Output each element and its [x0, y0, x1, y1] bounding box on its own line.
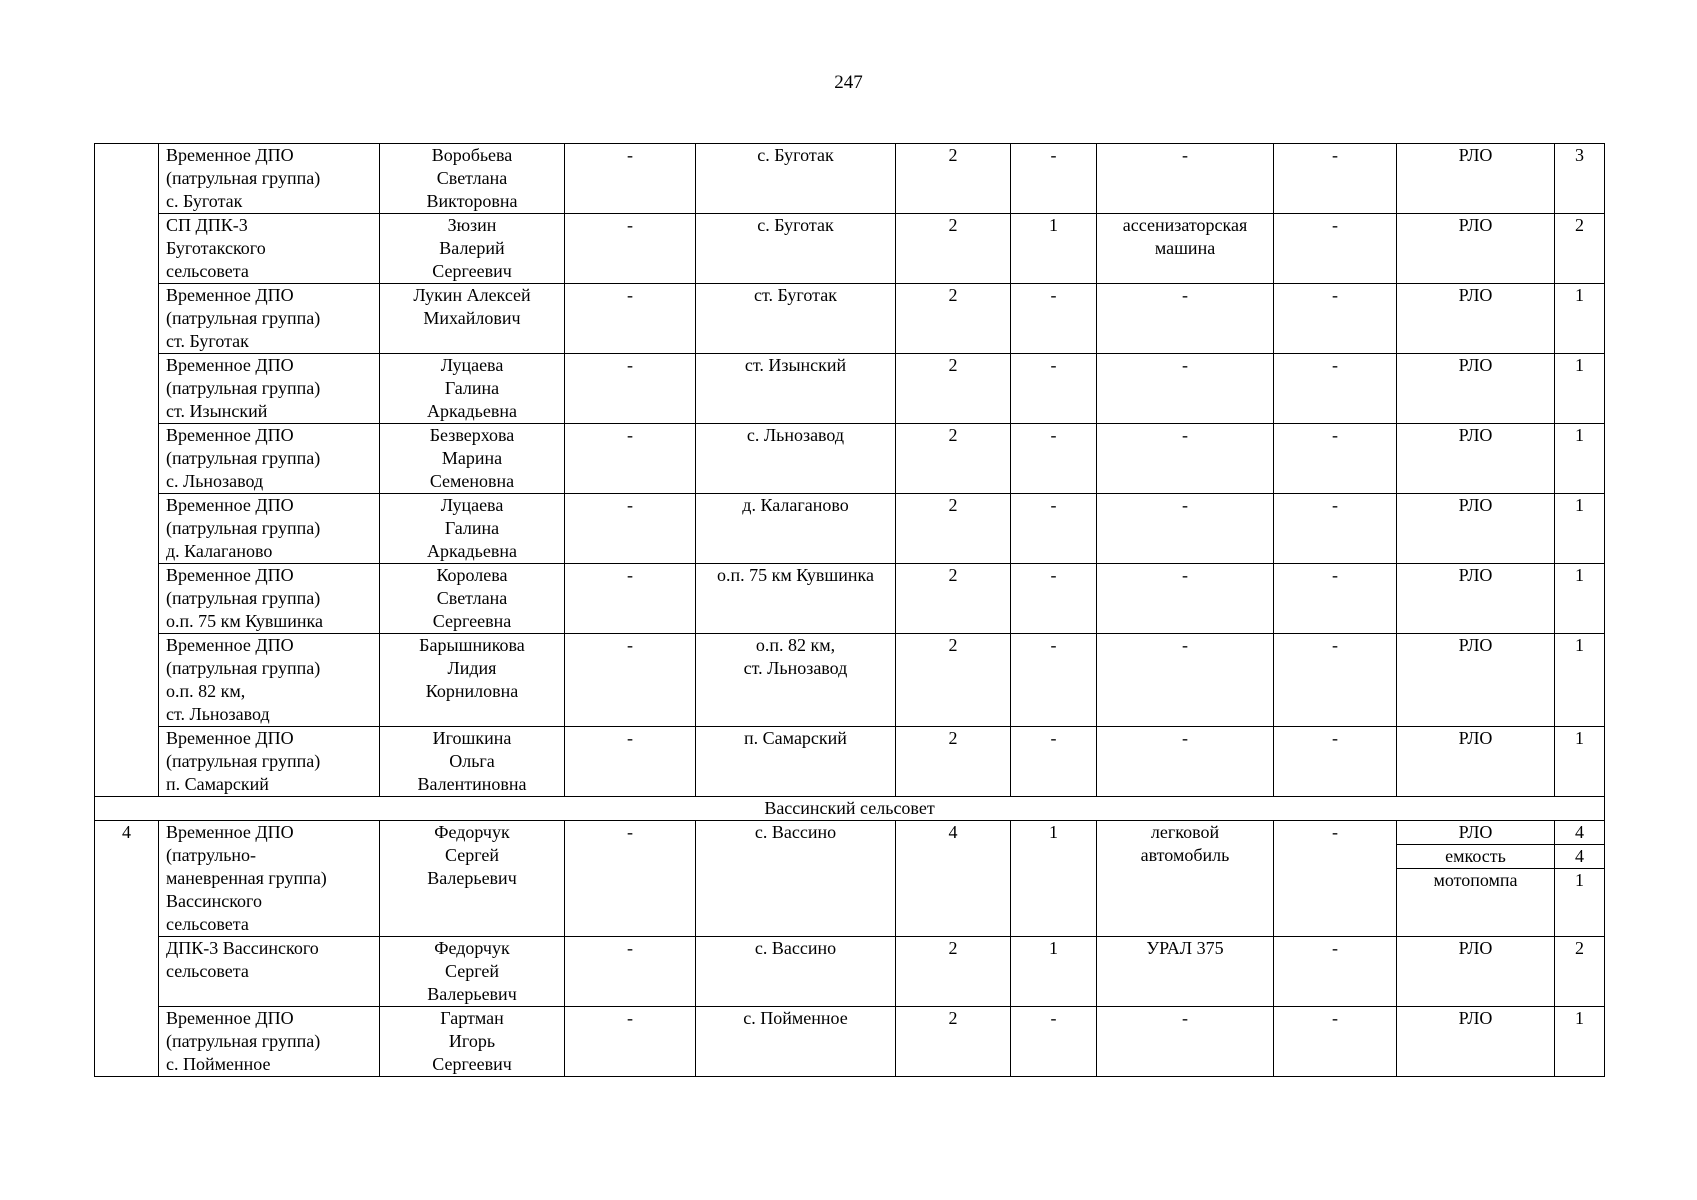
fire-units-table — [94, 143, 1605, 1077]
dash-cell: - — [565, 214, 696, 284]
dash-cell: - — [565, 1007, 696, 1077]
quantity-cell — [1555, 284, 1605, 354]
quantity-cell — [1555, 727, 1605, 797]
equipment-list — [1400, 634, 1551, 657]
location-cell: с. Вассино — [696, 937, 896, 1007]
equipment-list — [1400, 564, 1551, 587]
location-cell: п. Самарский — [696, 727, 896, 797]
location-cell: с. Вассино — [696, 821, 896, 937]
tech-type-cell: - — [1097, 354, 1274, 424]
row-number-cell — [95, 144, 159, 797]
equipment-cell — [1397, 214, 1555, 284]
dash-cell: - — [1274, 937, 1397, 1007]
unit-name-cell: Временное ДПО (патрульная группа) ст. Изынский — [159, 354, 380, 424]
tech-type-cell: - — [1097, 284, 1274, 354]
quantity-list — [1558, 144, 1601, 167]
equipment-list — [1400, 144, 1551, 167]
quantity-item: 4 — [1575, 822, 1584, 842]
tech-count-cell: - — [1011, 284, 1097, 354]
people-count-cell: 2 — [896, 494, 1011, 564]
equipment-list — [1400, 937, 1551, 960]
location-cell: с. Буготак — [696, 214, 896, 284]
tech-count-cell: 1 — [1011, 937, 1097, 1007]
equipment-cell — [1397, 494, 1555, 564]
location-cell: с. Пойменное — [696, 1007, 896, 1077]
head-name-cell: Гартман Игорь Сергеевич — [380, 1007, 565, 1077]
dash-cell: - — [1274, 424, 1397, 494]
dash-cell: - — [565, 727, 696, 797]
head-name-cell: Лукин Алексей Михайлович — [380, 284, 565, 354]
equipment-item: РЛО — [1458, 728, 1493, 748]
head-name-cell: Игошкина Ольга Валентиновна — [380, 727, 565, 797]
equipment-cell — [1397, 727, 1555, 797]
table-row — [95, 214, 1605, 284]
dash-cell: - — [1274, 564, 1397, 634]
dash-cell: - — [1274, 144, 1397, 214]
quantity-item: 1 — [1575, 1008, 1584, 1028]
tech-type-cell: ассенизаторская машина — [1097, 214, 1274, 284]
quantity-item: 1 — [1575, 355, 1584, 375]
quantity-item: 1 — [1575, 425, 1584, 445]
quantity-cell — [1555, 214, 1605, 284]
table-row — [95, 144, 1605, 214]
unit-name-cell: Временное ДПО (патрульно- маневренная группа) Вассинского сельсовета — [159, 821, 380, 937]
location-cell: о.п. 75 км Кувшинка — [696, 564, 896, 634]
location-cell: с. Льнозавод — [696, 424, 896, 494]
head-name-cell: Федорчук Сергей Валерьевич — [380, 821, 565, 937]
tech-count-cell: - — [1011, 494, 1097, 564]
equipment-cell — [1397, 634, 1555, 727]
table-body-top — [95, 144, 1605, 797]
table-row — [95, 564, 1605, 634]
dash-cell: - — [1274, 727, 1397, 797]
location-cell: д. Калаганово — [696, 494, 896, 564]
tech-type-cell: - — [1097, 564, 1274, 634]
dash-cell: - — [565, 354, 696, 424]
people-count-cell: 2 — [896, 937, 1011, 1007]
page-number: 247 — [834, 72, 863, 93]
tech-count-cell: 1 — [1011, 821, 1097, 937]
quantity-item: 1 — [1555, 868, 1604, 892]
quantity-list — [1555, 821, 1604, 892]
head-name-cell: Безверхова Марина Семеновна — [380, 424, 565, 494]
dash-cell: - — [1274, 354, 1397, 424]
quantity-item: 3 — [1575, 145, 1584, 165]
table-row — [95, 937, 1605, 1007]
tech-type-cell: - — [1097, 494, 1274, 564]
quantity-item: 1 — [1575, 565, 1584, 585]
dash-cell: - — [1274, 284, 1397, 354]
equipment-item: мотопомпа — [1397, 868, 1554, 892]
quantity-item: 1 — [1575, 495, 1584, 515]
tech-type-cell: легковой автомобиль — [1097, 821, 1274, 937]
equipment-item: РЛО — [1458, 425, 1493, 445]
table-row — [95, 727, 1605, 797]
quantity-cell — [1555, 937, 1605, 1007]
tech-count-cell: - — [1011, 727, 1097, 797]
dash-cell: - — [565, 494, 696, 564]
quantity-list — [1558, 1007, 1601, 1030]
tech-count-cell: - — [1011, 564, 1097, 634]
people-count-cell: 2 — [896, 144, 1011, 214]
tech-type-cell: - — [1097, 727, 1274, 797]
table-body-bottom — [95, 821, 1605, 1077]
people-count-cell: 2 — [896, 564, 1011, 634]
tech-count-cell: - — [1011, 1007, 1097, 1077]
dash-cell: - — [565, 937, 696, 1007]
quantity-list — [1558, 354, 1601, 377]
equipment-list — [1400, 1007, 1551, 1030]
quantity-item: 2 — [1575, 938, 1584, 958]
tech-type-cell: - — [1097, 424, 1274, 494]
equipment-item: емкость — [1397, 844, 1554, 868]
equipment-item: РЛО — [1458, 1008, 1493, 1028]
equipment-list — [1400, 494, 1551, 517]
equipment-list — [1400, 214, 1551, 237]
quantity-list — [1558, 424, 1601, 447]
unit-name-cell: Временное ДПО (патрульная группа) с. Льнозавод — [159, 424, 380, 494]
quantity-list — [1558, 727, 1601, 750]
unit-name-cell: Временное ДПО (патрульная группа) с. Буготак — [159, 144, 380, 214]
tech-type-cell: - — [1097, 144, 1274, 214]
people-count-cell: 4 — [896, 821, 1011, 937]
equipment-cell — [1397, 564, 1555, 634]
quantity-list — [1558, 564, 1601, 587]
unit-name-cell: ДПК-3 Вассинского сельсовета — [159, 937, 380, 1007]
equipment-item: РЛО — [1458, 565, 1493, 585]
equipment-item: РЛО — [1458, 635, 1493, 655]
table-row — [95, 354, 1605, 424]
quantity-cell — [1555, 1007, 1605, 1077]
equipment-item: РЛО — [1458, 938, 1493, 958]
tech-count-cell: - — [1011, 144, 1097, 214]
dash-cell: - — [565, 284, 696, 354]
unit-name-cell: Временное ДПО (патрульная группа) о.п. 82 км, ст. Льнозавод — [159, 634, 380, 727]
unit-name-cell: Временное ДПО (патрульная группа) п. Самарский — [159, 727, 380, 797]
unit-name-cell: Временное ДПО (патрульная группа) о.п. 75 км Кувшинка — [159, 564, 380, 634]
quantity-cell — [1555, 354, 1605, 424]
quantity-item: 4 — [1555, 844, 1604, 868]
quantity-list — [1558, 634, 1601, 657]
people-count-cell: 2 — [896, 424, 1011, 494]
head-name-cell: Зюзин Валерий Сергеевич — [380, 214, 565, 284]
quantity-cell — [1555, 144, 1605, 214]
quantity-cell — [1555, 564, 1605, 634]
tech-count-cell: - — [1011, 424, 1097, 494]
equipment-cell — [1397, 144, 1555, 214]
tech-count-cell: 1 — [1011, 214, 1097, 284]
people-count-cell: 2 — [896, 634, 1011, 727]
row-number-cell: 4 — [95, 821, 159, 1077]
tech-type-cell: - — [1097, 634, 1274, 727]
table-row — [95, 634, 1605, 727]
unit-name-cell: Временное ДПО (патрульная группа) с. Пойменное — [159, 1007, 380, 1077]
equipment-item: РЛО — [1458, 822, 1493, 842]
people-count-cell: 2 — [896, 284, 1011, 354]
dash-cell: - — [1274, 494, 1397, 564]
location-cell: с. Буготак — [696, 144, 896, 214]
people-count-cell: 2 — [896, 214, 1011, 284]
quantity-list — [1558, 284, 1601, 307]
head-name-cell: Воробьева Светлана Викторовна — [380, 144, 565, 214]
tech-type-cell: УРАЛ 375 — [1097, 937, 1274, 1007]
equipment-cell — [1397, 821, 1555, 937]
tech-count-cell: - — [1011, 634, 1097, 727]
table-row — [95, 424, 1605, 494]
equipment-list — [1400, 354, 1551, 377]
quantity-item: 2 — [1575, 215, 1584, 235]
location-cell: ст. Изынский — [696, 354, 896, 424]
people-count-cell: 2 — [896, 727, 1011, 797]
dash-cell: - — [1274, 821, 1397, 937]
tech-type-cell: - — [1097, 1007, 1274, 1077]
equipment-cell — [1397, 424, 1555, 494]
equipment-item: РЛО — [1458, 215, 1493, 235]
equipment-item: РЛО — [1458, 495, 1493, 515]
table-row — [95, 821, 1605, 937]
quantity-cell — [1555, 494, 1605, 564]
dash-cell: - — [565, 564, 696, 634]
equipment-item: РЛО — [1458, 285, 1493, 305]
location-cell: ст. Буготак — [696, 284, 896, 354]
equipment-item: РЛО — [1458, 355, 1493, 375]
quantity-list — [1558, 494, 1601, 517]
head-name-cell: Федорчук Сергей Валерьевич — [380, 937, 565, 1007]
equipment-list — [1400, 284, 1551, 307]
tech-count-cell: - — [1011, 354, 1097, 424]
equipment-item: РЛО — [1458, 145, 1493, 165]
unit-name-cell: Временное ДПО (патрульная группа) ст. Буготак — [159, 284, 380, 354]
table-row — [95, 284, 1605, 354]
quantity-item: 1 — [1575, 635, 1584, 655]
unit-name-cell: Временное ДПО (патрульная группа) д. Калаганово — [159, 494, 380, 564]
head-name-cell: Луцаева Галина Аркадьевна — [380, 354, 565, 424]
quantity-cell — [1555, 821, 1605, 937]
section-body — [95, 797, 1605, 821]
section-title: Вассинский сельсовет — [95, 797, 1605, 821]
people-count-cell: 2 — [896, 354, 1011, 424]
equipment-cell — [1397, 284, 1555, 354]
equipment-list — [1400, 727, 1551, 750]
quantity-item: 1 — [1575, 728, 1584, 748]
equipment-cell — [1397, 1007, 1555, 1077]
equipment-list — [1400, 424, 1551, 447]
head-name-cell: Барышникова Лидия Корниловна — [380, 634, 565, 727]
head-name-cell: Королева Светлана Сергеевна — [380, 564, 565, 634]
equipment-cell — [1397, 937, 1555, 1007]
quantity-cell — [1555, 424, 1605, 494]
dash-cell: - — [565, 144, 696, 214]
location-cell: о.п. 82 км, ст. Льнозавод — [696, 634, 896, 727]
table-row — [95, 494, 1605, 564]
equipment-cell — [1397, 354, 1555, 424]
quantity-cell — [1555, 634, 1605, 727]
dash-cell: - — [565, 634, 696, 727]
quantity-list — [1558, 214, 1601, 237]
dash-cell: - — [565, 424, 696, 494]
dash-cell: - — [1274, 1007, 1397, 1077]
dash-cell: - — [1274, 634, 1397, 727]
unit-name-cell: СП ДПК-3 Буготакского сельсовета — [159, 214, 380, 284]
dash-cell: - — [565, 821, 696, 937]
table-row — [95, 1007, 1605, 1077]
quantity-item: 1 — [1575, 285, 1584, 305]
people-count-cell: 2 — [896, 1007, 1011, 1077]
dash-cell: - — [1274, 214, 1397, 284]
equipment-list — [1397, 821, 1554, 892]
quantity-list — [1558, 937, 1601, 960]
head-name-cell: Луцаева Галина Аркадьевна — [380, 494, 565, 564]
section-row — [95, 797, 1605, 821]
